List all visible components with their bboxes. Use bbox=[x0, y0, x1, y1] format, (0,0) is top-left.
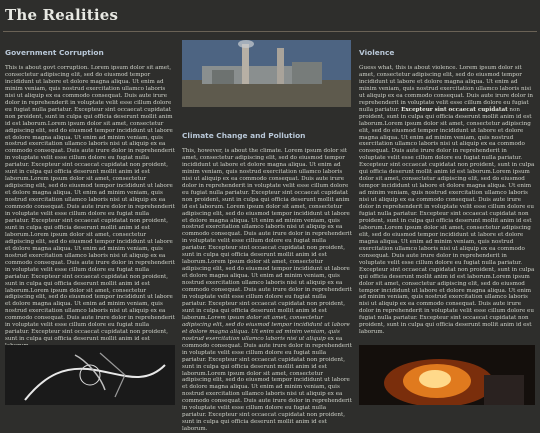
text-run: ex ea commodo consequat. Duis aute irure dolor in reprehenderit in voluptate velit esse cillum dolore eu fugiat nulla pariatur. Excepteur sint occaecat cupidatat non proident, sunt in culpa qui officia deserunt mollit anim id est laborum.Lorem ipsum dolor sit amet, consectetur adipiscing elit, sed do eiusmod tempor incididunt ut labore et dolore magna aliqua. Ut enim ad minim veniam, quis nostrud exercitation ullamco laboris nisi ut aliquip ex ea commodo consequat. Duis aute irure dolor in reprehenderit in voluptate velit esse cillum dolore eu fugiat nulla pariatur. Excepteur sint occaecat cupidatat non proident, sunt in culpa qui officia deserunt mollit anim id est laborum. bbox=[182, 335, 352, 433]
explosion-photo bbox=[359, 345, 535, 405]
article-heading[interactable]: Violence bbox=[359, 48, 395, 57]
text-run: This is about govt corruption. Lorem ipsum dolor sit amet, consectetur adipiscing elit, sed do eiusmod tempor incididunt ut labore et dolore magna aliqua. Ut enim ad minim veniam, quis nostrud exercitation ullamco laboris nisi ut aliquip ex ea commodo consequat. Duis aute irure dolor in reprehenderit in voluptate velit esse cillum dolore eu fugiat nulla pariatur. Excepteur sint occaecat cupidatat non proident, sunt in culpa qui officia deserunt mollit anim id est laborum.Lorem ipsum dolor sit amet, consectetur adipiscing elit, sed do eiusmod tempor incididunt ut labore et dolore magna aliqua. Ut enim ad minim veniam, quis nostrud exercitation ullamco laboris nisi ut aliquip ex ea commodo consequat. Duis aute irure dolor in reprehenderit in voluptate velit esse cillum dolore eu fugiat nulla pariatur. Excepteur sint occaecat cupidatat non proident, sunt in culpa qui officia deserunt mollit anim id est laborum.Lorem ipsum dolor sit amet, consectetur adipiscing elit, sed do eiusmod tempor incididunt ut labore et dolore magna aliqua. Ut enim ad minim veniam, quis nostrud exercitation ullamco laboris nisi ut aliquip ex ea commodo consequat. Duis aute irure dolor in reprehenderit in voluptate velit esse cillum dolore eu fugiat nulla pariatur. Excepteur sint occaecat cupidatat non proident, sunt in culpa qui officia deserunt mollit anim id est laborum.Lorem ipsum dolor sit amet, consectetur adipiscing elit, sed do eiusmod tempor incididunt ut labore et dolore magna aliqua. Ut enim ad minim veniam, quis nostrud exercitation ullamco laboris nisi ut aliquip ex ea commodo consequat. Duis aute irure dolor in reprehenderit in voluptate velit esse cillum dolore eu fugiat nulla pariatur. Excepteur sint occaecat cupidatat non proident, sunt in culpa qui officia deserunt mollit anim id est laborum.Lorem ipsum dolor sit amet, consectetur adipiscing elit, sed do eiusmod tempor incididunt ut labore et dolore magna aliqua. Ut enim ad minim veniam, quis nostrud exercitation ullamco laboris nisi ut aliquip ex ea commodo consequat. Duis aute irure dolor in reprehenderit in voluptate velit esse cillum dolore eu fugiat nulla pariatur. Excepteur sint occaecat cupidatat non proident, sunt in culpa qui officia deserunt mollit anim id est bbox=[5, 65, 175, 343]
article-climate-change bbox=[182, 131, 352, 433]
italic-text: Lorem ipsum dolor sit amet, consectetur adipiscing elit, sed do eiusmod tempor incididunt ut labore et dolore magna aliqua. Ut enim ad minim veniam, quis nostrud exercitation ullamco laboris nisi ut aliquip bbox=[182, 314, 350, 342]
text-run: This, however, is about the climate. Lorem ipsum dolor sit amet, consectetur adipiscing elit, sed do eiusmod tempor incididunt ut labore et dolore magna aliqua. Ut enim ad minim veniam, quis nostrud exercitation ullamco laboris nisi ut aliquip ex ea commodo consequat. Duis aute irure dolor in reprehenderit in voluptate velit esse cillum dolore eu fugiat nulla pariatur. Excepteur sint occaecat cupidatat non proident, sunt in culpa qui officia deserunt mollit anim id est laborum. Lorem ipsum dolor sit amet, consectetur adipiscing elit, sed do eiusmod tempor incididunt ut labore et dolore magna aliqua. Ut enim ad minim veniam, quis nostrud exercitation ullamco laboris nisi ut aliquip ex ea commodo consequat. Duis aute irure dolor in reprehenderit in voluptate velit esse cillum dolore eu fugiat nulla pariatur. Excepteur sint occaecat cupidatat non proident, sunt in culpa qui officia deserunt mollit anim id est laborum.Lorem ipsum dolor sit amet, consectetur adipiscing elit, sed do eiusmod tempor incididunt ut labore et dolore magna aliqua. Ut enim ad minim veniam, quis nostrud exercitation ullamco laboris nisi ut aliquip ex ea commodo consequat. Duis aute irure dolor in reprehenderit in voluptate velit esse cillum dolore eu fugiat nulla pariatur. Excepteur sint occaecat cupidatat non proident, sunt in culpa qui officia deserunt mollit anim id est laborum. bbox=[182, 148, 352, 321]
power-plant-photo bbox=[182, 40, 351, 107]
article-govt-corruption bbox=[5, 39, 175, 350]
article-body bbox=[5, 65, 175, 350]
header-divider bbox=[3, 31, 537, 32]
site-title: The Realities bbox=[5, 6, 119, 24]
article-heading[interactable]: Government Corruption bbox=[5, 48, 104, 57]
article-body bbox=[359, 65, 535, 336]
text-run: non proident, sunt in culpa qui officia deserunt mollit anim id est laborum.Lorem ipsum dolor sit amet, consectetur adipiscing elit, sed do eiusmod tempor incididunt ut labore et dolore magna aliqua. Ut enim ad minim veniam, quis nostrud exercitation ullamco laboris nisi ut aliquip ex ea commodo consequat. Duis aute irure dolor in reprehenderit in voluptate velit esse cillum dolore eu fugiat nulla pariatur. Excepteur sint occaecat cupidatat non proident, sunt in culpa qui officia deserunt mollit anim id est laborum.Lorem ipsum dolor sit amet, consectetur adipiscing elit, sed do eiusmod tempor incididunt ut labore et dolore magna aliqua. Ut enim ad minim veniam, quis nostrud exercitation ullamco laboris nisi ut aliquip ex ea commodo consequat. Duis aute irure dolor in reprehenderit in voluptate velit esse cillum dolore eu fugiat nulla pariatur. Excepteur sint occaecat cupidatat non proident, sunt in culpa qui officia deserunt mollit anim id est laborum.Lorem ipsum dolor sit amet, consectetur adipiscing elit, sed do eiusmod tempor incididunt ut labore et dolore magna aliqua. Ut enim ad minim veniam, quis nostrud exercitation ullamco laboris nisi ut aliquip ex ea commodo consequat. Duis aute irure dolor in reprehenderit in voluptate velit esse cillum dolore eu fugiat nulla pariatur. Excepteur sint occaecat cupidatat non proident, sunt in culpa qui officia deserunt mollit anim id est laborum.Lorem ipsum dolor sit amet, consectetur adipiscing elit, sed do eiusmod tempor incididunt ut labore et dolore magna aliqua. Ut enim ad minim veniam, quis nostrud exercitation ullamco laboris nisi ut aliquip ex ea commodo consequat. Duis aute irure dolor in reprehenderit in voluptate velit esse cillum dolore eu fugiat nulla pariatur. Excepteur sint occaecat cupidatat non proident, sunt in culpa qui officia deserunt mollit anim id est laborum. bbox=[359, 106, 535, 336]
bold-text: Excepteur sint occaecat cupidatat bbox=[401, 106, 508, 113]
article-body bbox=[182, 148, 352, 433]
article-heading[interactable]: Climate Change and Pollution bbox=[182, 131, 306, 140]
hand-drawing-photo bbox=[5, 345, 175, 405]
text-run: Guess what, this is about violence. Lorem ipsum dolor sit amet, consectetur adipiscing elit, sed do eiusmod tempor incididunt ut labore et dolore magna aliqua. Ut enim ad minim veniam, quis nostrud exercitation ullamco laboris nisi ut aliquip ex ea commodo consequat. Duis aute irure dolor in reprehenderit in voluptate velit esse cillum dolore eu fugiat nulla pariatur. bbox=[359, 65, 533, 113]
article-violence bbox=[359, 39, 535, 336]
